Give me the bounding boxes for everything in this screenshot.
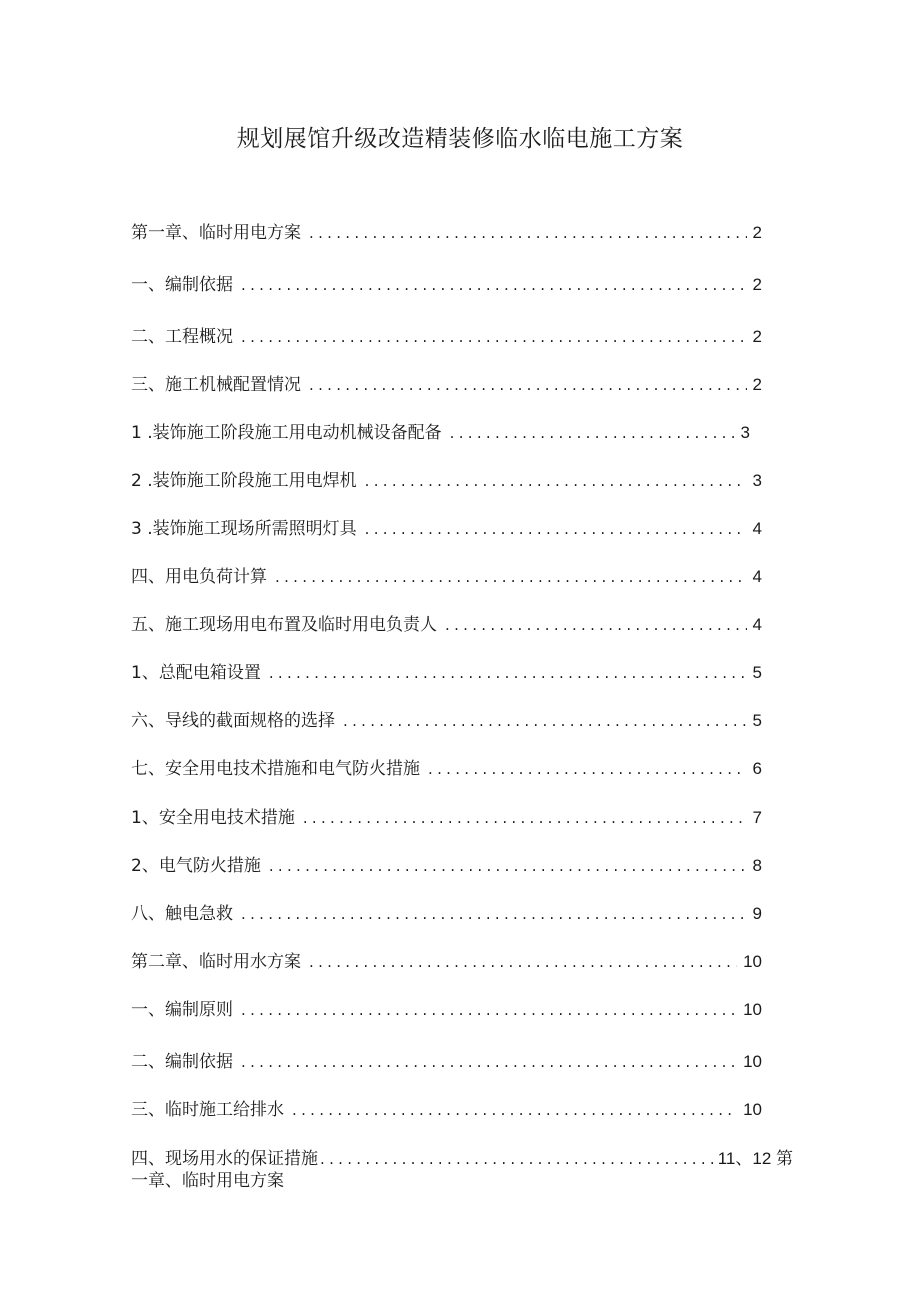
toc-entry[interactable]: [131, 612, 762, 638]
toc-entry-label: 三、临时施工给排水: [131, 1100, 284, 1120]
toc-entry-page: 10: [743, 1100, 762, 1119]
toc-entry-label: 二、工程概况: [131, 327, 233, 347]
toc-entry-label: 2 .装饰施工阶段施工用电焊机: [131, 471, 357, 491]
toc-entry-label: 四、现场用水的保证措施: [131, 1149, 318, 1169]
toc-entry-page: 2: [752, 275, 762, 294]
toc-entry-page: 4: [752, 567, 762, 586]
toc-entry-page: 10: [743, 1052, 762, 1071]
toc-entry-page: 5: [752, 663, 762, 682]
toc-leader-dots: [269, 660, 747, 686]
toc-entry-label: 3 .装饰施工现场所需照明灯具: [131, 519, 357, 539]
toc-leader-dots: [309, 372, 747, 398]
document-title: 规划展馆升级改造精装修临水临电施工方案: [236, 126, 684, 152]
toc-entry[interactable]: [131, 324, 762, 350]
toc-leader-dots: [241, 997, 737, 1023]
toc-leader-dots: [445, 612, 747, 638]
toc-entry-label: 七、安全用电技术措施和电气防火措施: [131, 759, 420, 779]
toc-leader-dots: [241, 272, 747, 298]
toc-leader-dots: [309, 220, 747, 246]
toc-leader-dots: [428, 756, 747, 782]
toc-entry-page: 3: [740, 423, 750, 442]
toc-entry-label: 1、安全用电技术措施: [131, 808, 295, 828]
toc-entry[interactable]: [131, 220, 762, 246]
toc-leader-dots: [269, 853, 747, 879]
toc-entry[interactable]: [131, 272, 762, 298]
toc-entry-page: 10: [743, 952, 762, 971]
toc-entry-page: 4: [752, 615, 762, 634]
toc-entry-label: 二、编制依据: [131, 1052, 233, 1072]
toc-leader-dots: [241, 324, 747, 350]
toc-entry-label: 一、编制原则: [131, 1000, 233, 1020]
toc-leader-dots: [365, 516, 747, 542]
toc-entry-page: 5: [752, 711, 762, 730]
toc-entry-label: 五、施工现场用电布置及临时用电负责人: [131, 615, 437, 635]
toc-entry-label: 第二章、临时用水方案: [131, 952, 301, 972]
toc-entry-label: 四、用电负荷计算: [131, 567, 267, 587]
toc-entry-page: 11、12 第: [717, 1149, 793, 1168]
toc-entry-page: 3: [752, 471, 762, 490]
toc-entry-page: 7: [752, 808, 762, 827]
toc-entry[interactable]: [131, 997, 762, 1023]
toc-entry-page: 2: [752, 223, 762, 242]
toc-leader-dots: [241, 901, 747, 927]
toc-entry-page: 2: [752, 375, 762, 394]
toc-entry[interactable]: [131, 853, 762, 879]
toc-entry-page: 9: [752, 904, 762, 923]
toc-entry-label: 三、施工机械配置情况: [131, 375, 301, 395]
toc-leader-dots: [320, 1146, 714, 1172]
toc-entry[interactable]: [131, 949, 762, 975]
toc-leader-dots: [241, 1049, 737, 1075]
toc-entry[interactable]: [131, 372, 762, 398]
toc-entry-label: 八、触电急救: [131, 904, 233, 924]
toc-entry[interactable]: [131, 1049, 762, 1075]
toc-entry-label: 1 .装饰施工阶段施工用电动机械设备配备: [131, 423, 442, 443]
toc-entry-page: 4: [752, 519, 762, 538]
toc-entry-page: 10: [743, 1000, 762, 1019]
toc-leader-dots: [450, 420, 735, 446]
toc-entry[interactable]: [131, 708, 762, 734]
toc-leader-dots: [309, 949, 737, 975]
toc-entry-label: 第一章、临时用电方案: [131, 223, 301, 243]
toc-leader-dots: [343, 708, 747, 734]
toc-entry-page: 8: [752, 856, 762, 875]
toc-entry[interactable]: [131, 564, 762, 590]
toc-leader-dots: [292, 1097, 737, 1123]
toc-entry[interactable]: [131, 420, 750, 446]
toc-entry-page: 2: [752, 327, 762, 346]
toc-entry[interactable]: [131, 805, 762, 831]
continued-heading-text: 一章、临时用电方案: [131, 1171, 284, 1191]
toc-entry[interactable]: [131, 660, 762, 686]
toc-entry-label: 1、总配电箱设置: [131, 663, 261, 683]
toc-leader-dots: [275, 564, 747, 590]
toc-leader-dots: [365, 468, 747, 494]
toc-leader-dots: [303, 805, 747, 831]
toc-entry[interactable]: [131, 756, 762, 782]
toc-entry[interactable]: [131, 1097, 762, 1123]
toc-entry[interactable]: [131, 468, 762, 494]
toc-entry-page: 6: [752, 759, 762, 778]
toc-entry-label: 六、导线的截面规格的选择: [131, 711, 335, 731]
toc-entry[interactable]: [131, 901, 762, 927]
toc-entry-label: 2、电气防火措施: [131, 856, 261, 876]
toc-entry-label: 一、编制依据: [131, 275, 233, 295]
toc-entry[interactable]: [131, 516, 762, 542]
